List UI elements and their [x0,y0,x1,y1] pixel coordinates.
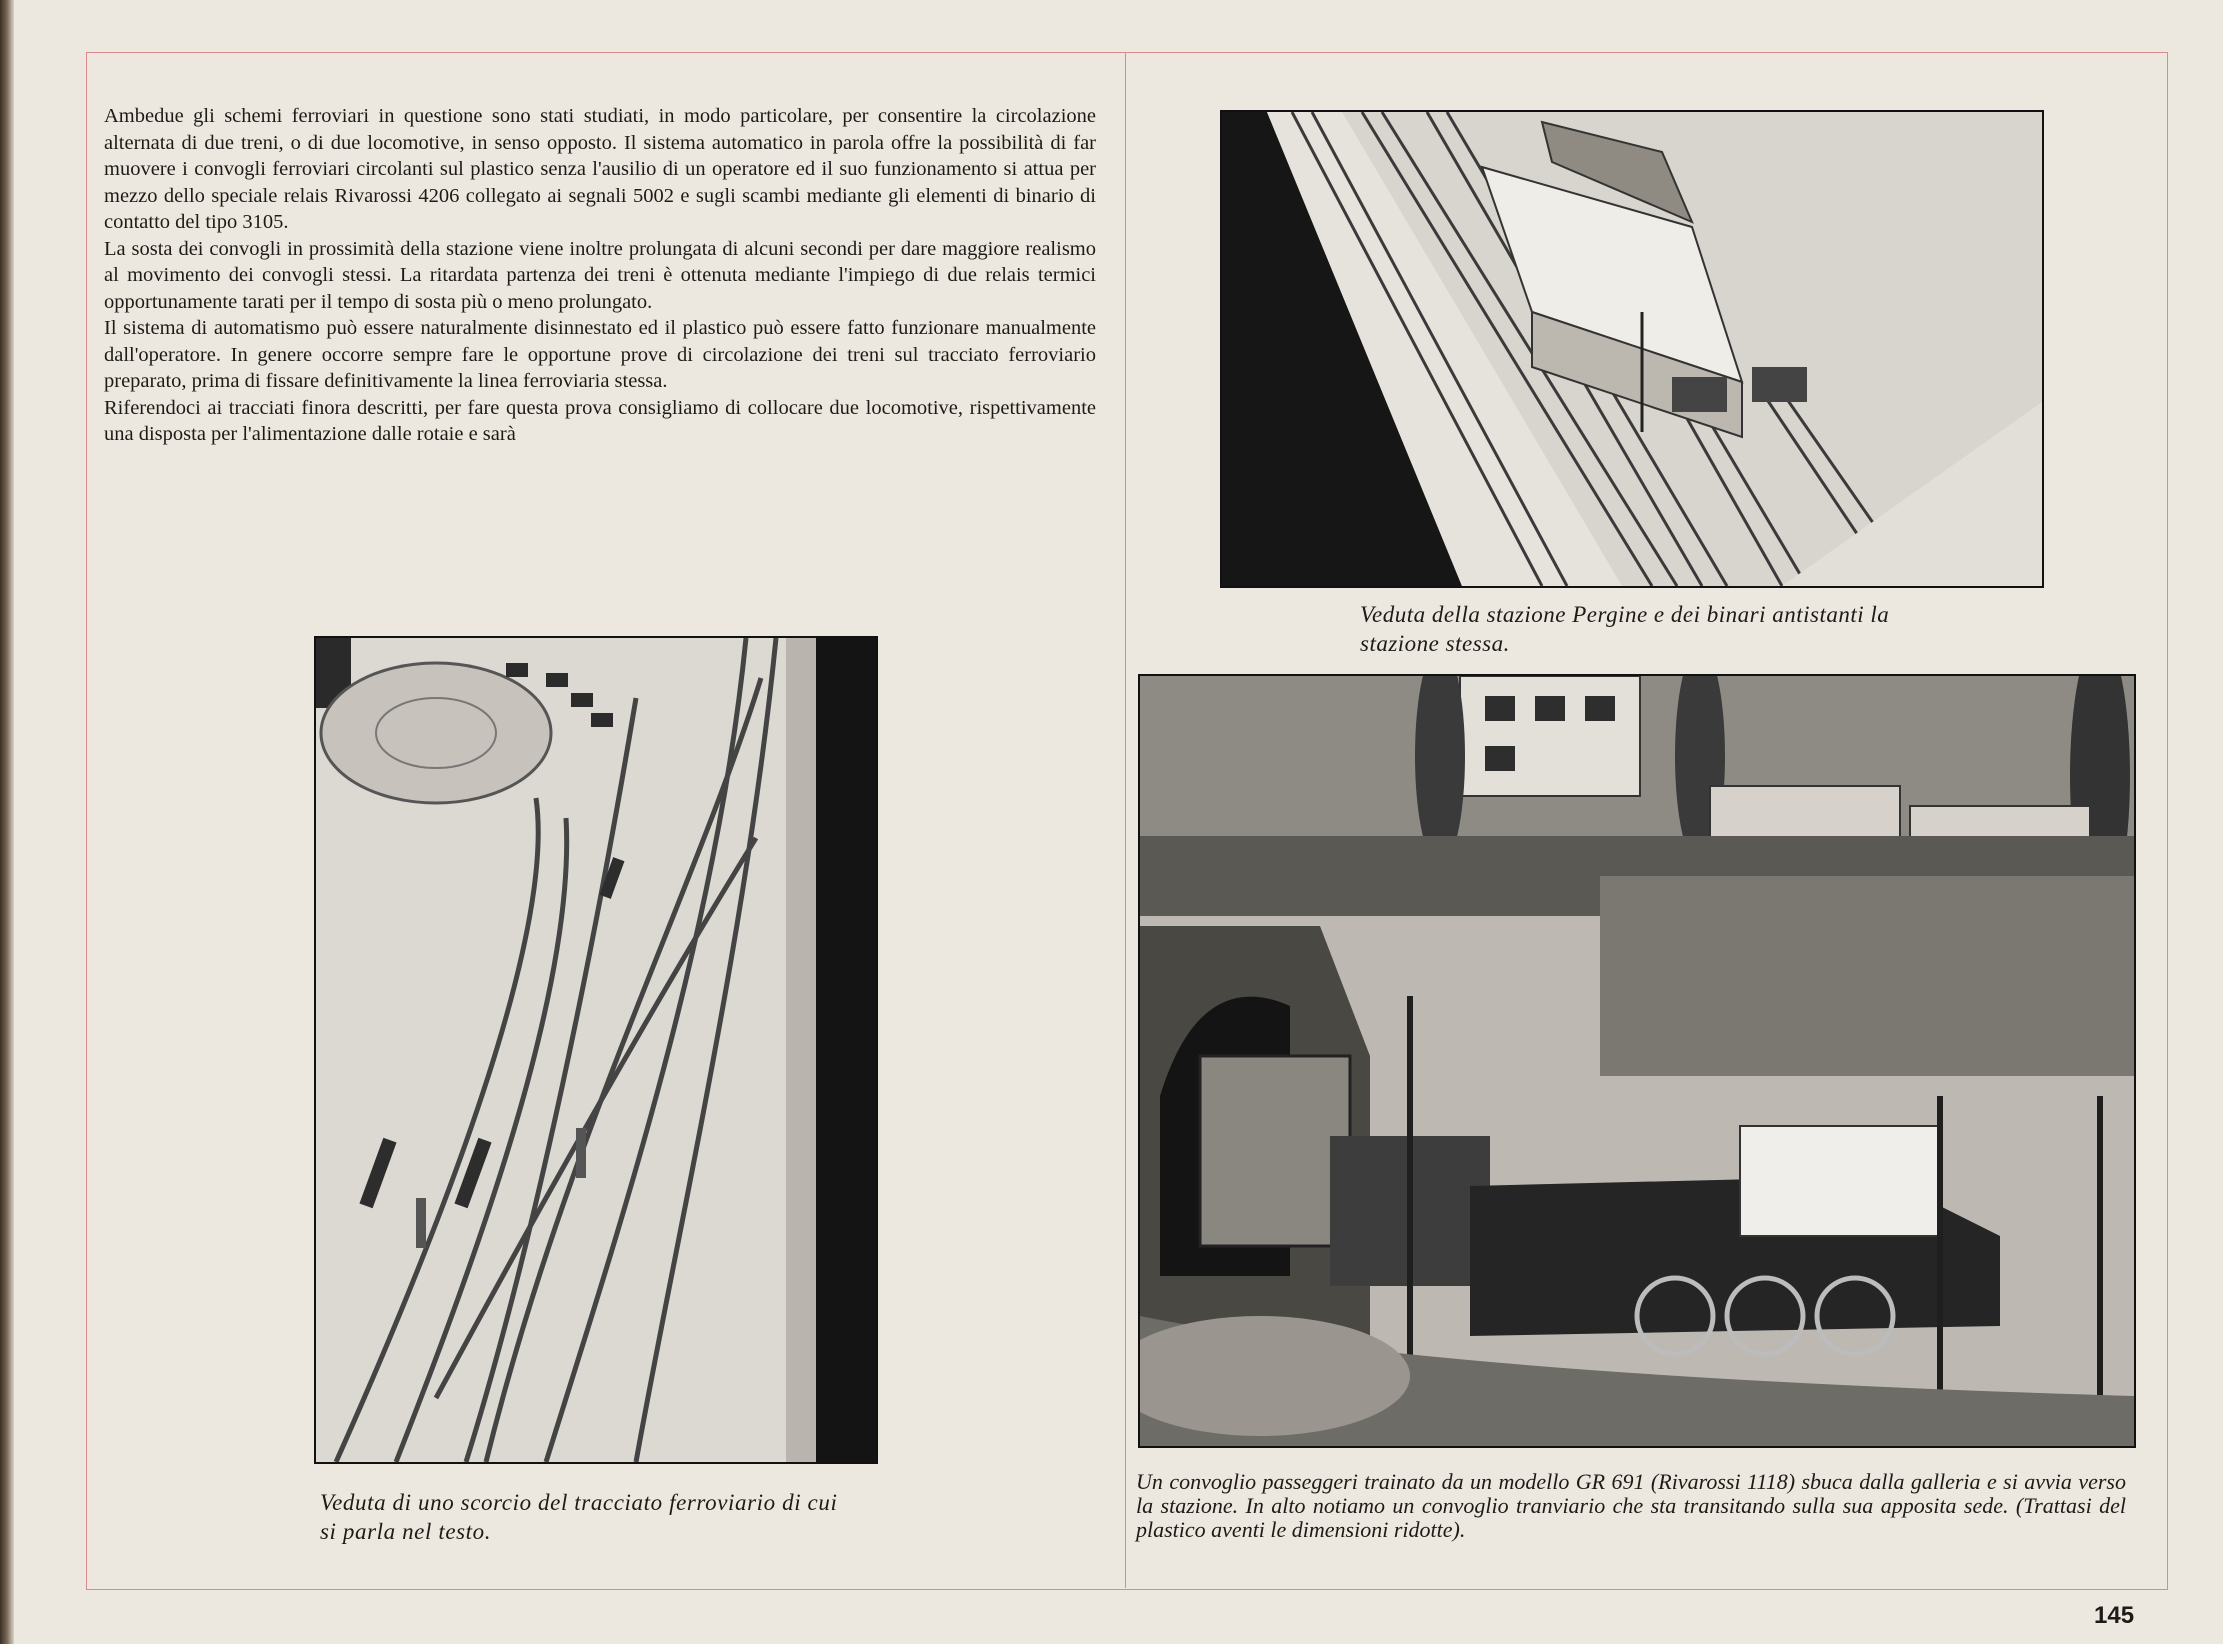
paragraph-4: Riferendoci ai tracciati finora descritti, per fare questa prova consigliamo di collocare due locomotive, rispettivamente una disposta per l'alimentazione dalle rotaie e sarà [104,396,1096,445]
paragraph-3: Il sistema di automatismo può essere naturalmente disinnestato ed il plastico può essere fatto funzionare manualmente dall'operatore. In genere occorre sempre fare le opportune prove di circolazione dei treni sul tracciato ferroviario preparato, prima di fissare definitivamente la linea ferroviaria stessa. [104,317,1096,392]
station-caption: Veduta della stazione Pergine e dei binari antistanti la stazione stessa. [1360,602,1890,656]
body-text [104,103,1096,448]
station-photo [1220,110,2044,588]
train-caption: Un convoglio passeggeri trainato da un modello GR 691 (Rivarossi 1118) sbuca dalla galleria e si avvia verso la stazione. In alto notiamo un convoglio tranviario che sta transitando sulla sua apposita sede. (Trattasi del plastico aventi le dimensioni ridotte). [1136,1469,2126,1542]
paragraph-2: La sosta dei convogli in prossimità della stazione viene inoltre prolungata di alcuni secondi per dare maggiore realismo al movimento dei convogli stessi. La ritardata partenza dei treni è ottenuta mediante l'impiego di due relais termici opportunamente tarati per il tempo di sosta più o meno prolungato. [104,237,1096,313]
column-divider [1125,52,1126,1588]
track-caption: Veduta di uno scorcio del tracciato ferroviario di cui si parla nel testo. [320,1490,838,1544]
book-binding [0,0,14,1644]
train-tunnel-photo [1138,674,2136,1448]
paragraph-1: Ambedue gli schemi ferroviari in questione sono stati studiati, in modo particolare, per consentire la circolazione alternata di due treni, o di due locomotive, in senso opposto. Il sistema automatico in parola offre la possibilità di far muovere i convogli ferroviari circolanti sul plastico senza l'ausilio di un operatore ed il suo funzionamento si attua per mezzo dello speciale relais Rivarossi 4206 collegato ai segnali 5002 e sugli scambi mediante gli elementi di binario di contatto del tipo 3105. [104,105,1096,233]
page-number: 145 [2094,1602,2135,1629]
track-layout-photo [314,636,878,1464]
